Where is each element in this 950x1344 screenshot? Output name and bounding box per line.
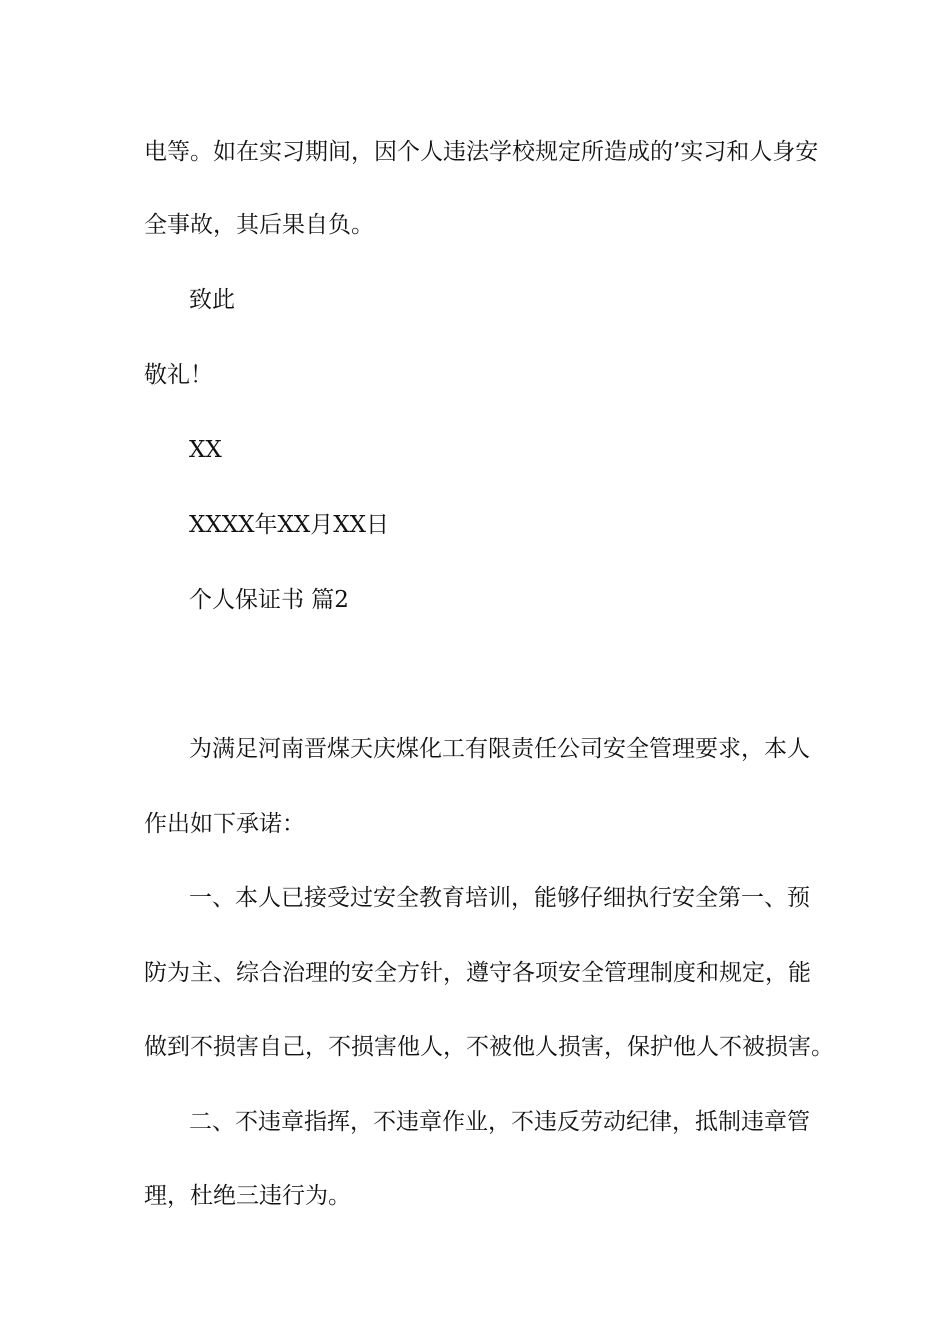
paragraph-line: 全事故，其后果自负。 [144,212,374,238]
closing-regards: 敬礼！ [144,362,213,388]
signature-name: XX [189,437,222,463]
closing-salutation: 致此 [189,287,235,313]
paragraph-line: 防为主、综合治理的安全方针，遵守各项安全管理制度和规定，能 [144,960,811,986]
paragraph-line: 电等。如在实习期间，因个人违法学校规定所造成的’实习和人身安 [144,139,819,165]
paragraph-line: 作出如下承诺： [144,811,305,837]
signature-date: XXXX年XX月XX日 [189,512,389,538]
paragraph-line: 一、本人已接受过安全教育培训，能够仔细执行安全第一、预 [189,885,810,911]
paragraph-line: 做到不损害自己，不损害他人，不被他人损害，保护他人不被损害。 [144,1034,834,1060]
section-heading: 个人保证书 篇2 [189,587,349,613]
paragraph-line: 二、不违章指挥，不违章作业，不违反劳动纪律，抵制违章管 [189,1109,810,1135]
paragraph-line: 理，杜绝三违行为。 [144,1183,351,1209]
paragraph-line: 为满足河南晋煤天庆煤化工有限责任公司安全管理要求，本人 [189,736,810,762]
